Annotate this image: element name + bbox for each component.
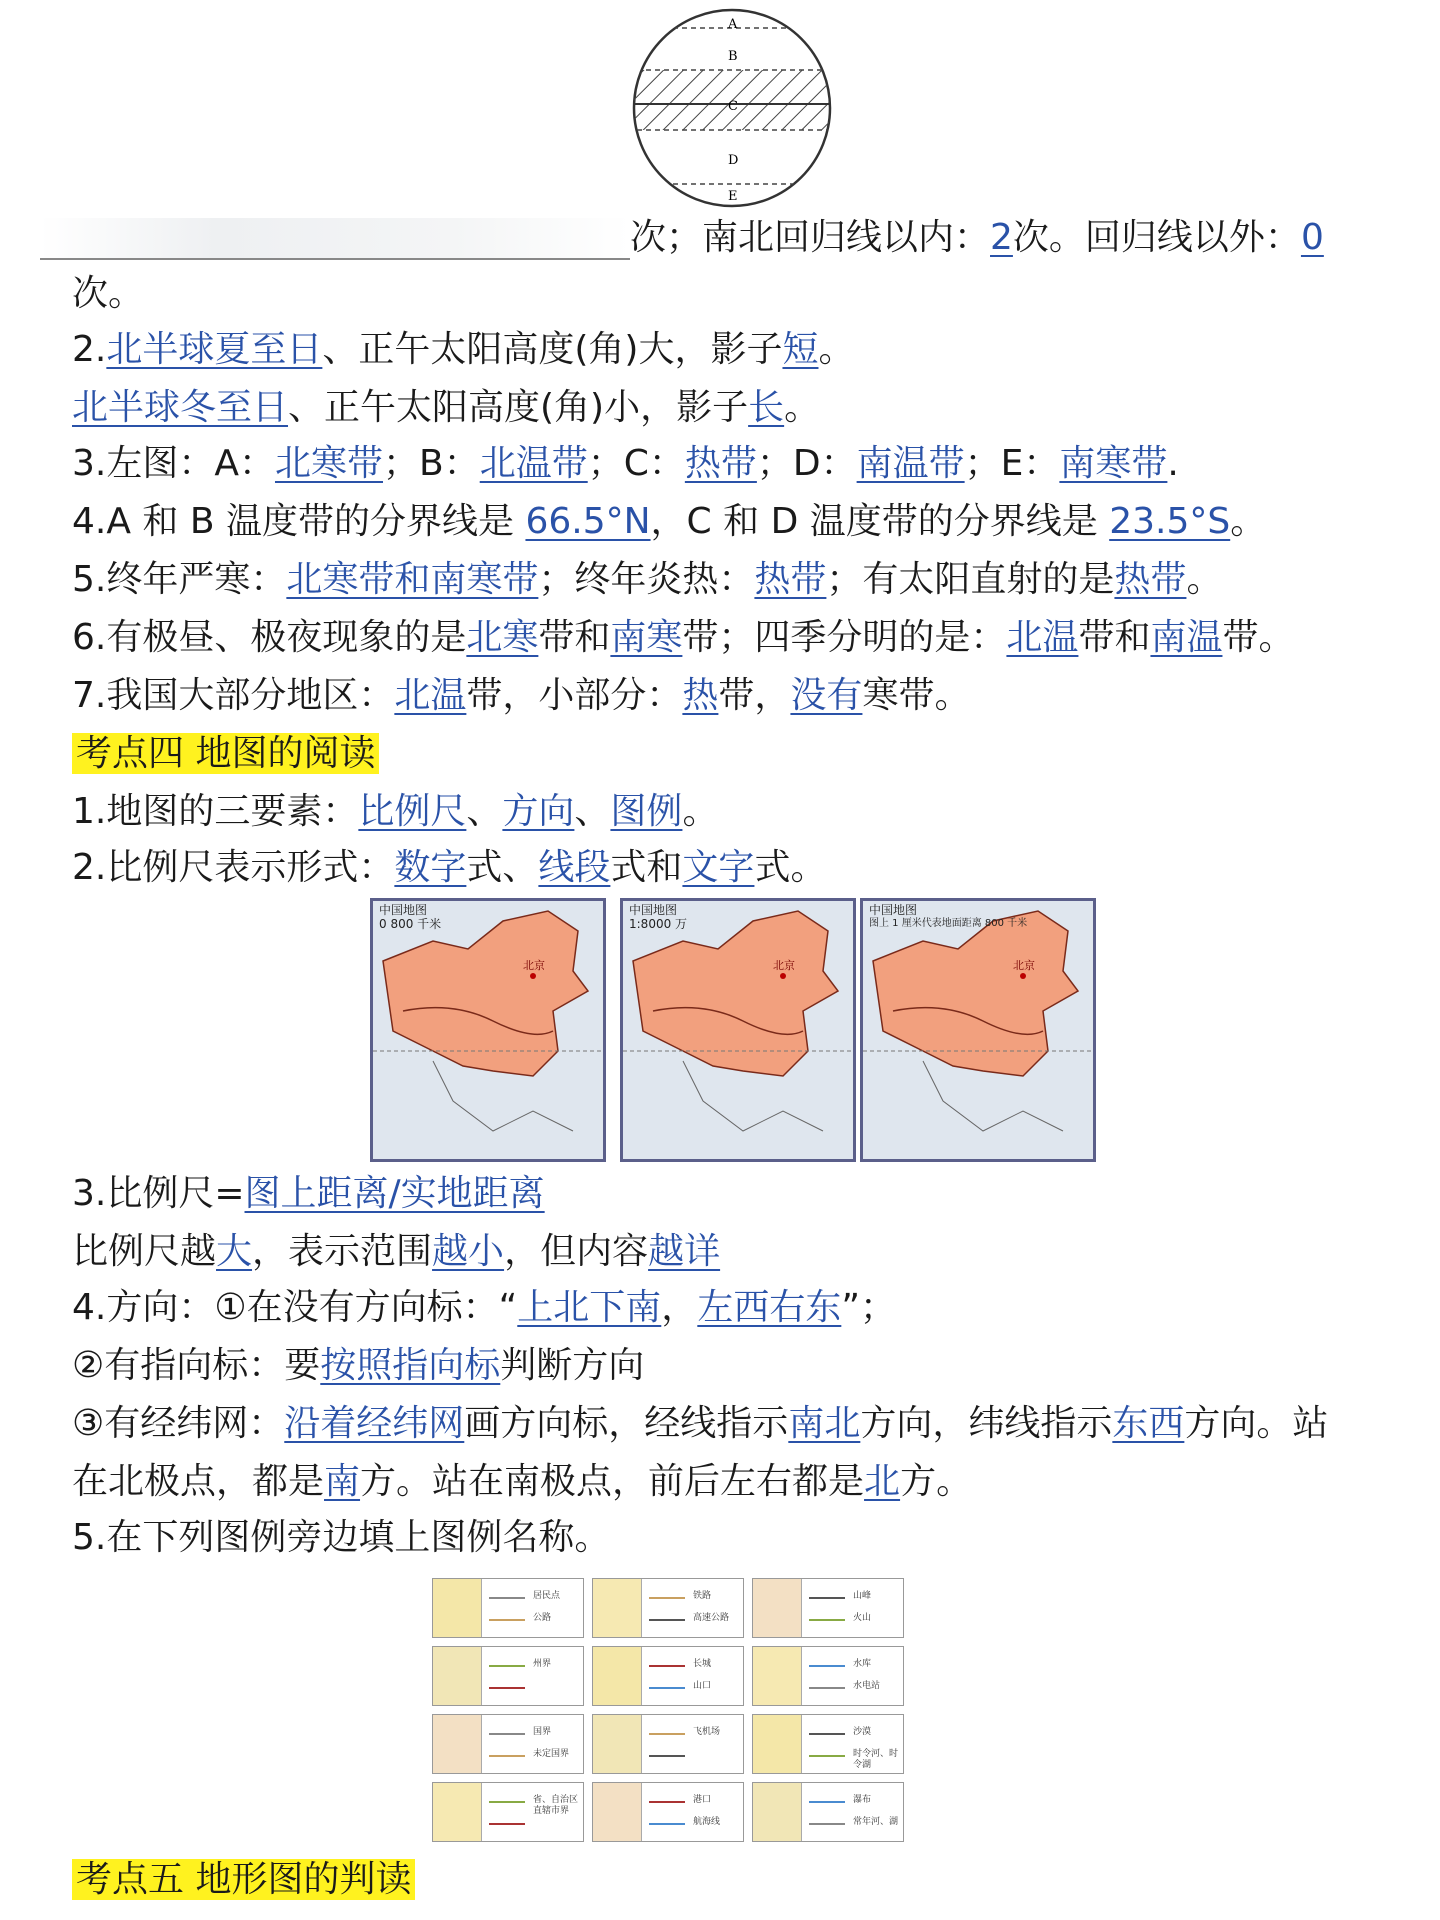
legend-label: 山峰 — [853, 1591, 872, 1601]
legend-cell — [432, 1646, 584, 1706]
legend-thumbnail — [433, 1579, 482, 1637]
legend-label: 水库 — [853, 1659, 872, 1669]
legend-thumbnail — [753, 1579, 802, 1637]
answer-line-2: 2.北半球夏至日、正午太阳高度(角)大，影子短。 — [72, 329, 855, 370]
legend-thumbnail — [753, 1783, 802, 1841]
legend-label: 时令河、时令湖 — [853, 1749, 899, 1770]
legend-label: 水电站 — [853, 1681, 881, 1691]
legend-thumbnail — [593, 1647, 642, 1705]
legend-cell — [592, 1782, 744, 1842]
china-map-shape — [373, 901, 603, 1159]
legend-cell — [432, 1714, 584, 1774]
map-line-3b: 比例尺越大，表示范围越小，但内容越详 — [72, 1231, 721, 1272]
legend-symbol — [489, 1619, 525, 1621]
legend-symbol — [809, 1755, 845, 1757]
legend-symbol — [809, 1733, 845, 1735]
legend-symbol — [809, 1801, 845, 1803]
map-line-5: 5.在下列图例旁边填上图例名称。 — [72, 1517, 611, 1558]
map-line-4: 4.方向：①在没有方向标：“上北下南，左西右东”； — [72, 1287, 896, 1328]
legend-thumbnail — [433, 1647, 482, 1705]
legend-label: 州界 — [533, 1659, 552, 1669]
legend-symbol — [649, 1687, 685, 1689]
map-city-label: 北京 — [773, 959, 795, 972]
legend-symbol — [489, 1597, 525, 1599]
map-city-label: 北京 — [1013, 959, 1035, 972]
china-map-text-scale: 中国地图 图上 1 厘米代表地面距离 800 千米 北京 — [860, 898, 1096, 1162]
map-line-4d: 在北极点，都是南方。站在南极点，前后左右都是北方。 — [72, 1461, 973, 1502]
answer-line-3: 3.左图：A：北寒带；B：北温带；C：热带；D：南温带；E：南寒带. — [72, 443, 1179, 484]
answer-line-5: 5.终年严寒：北寒带和南寒带；终年炎热：热带；有太阳直射的是热带。 — [72, 559, 1223, 600]
legend-symbol — [649, 1755, 685, 1757]
legend-symbol — [809, 1597, 845, 1599]
legend-symbol — [809, 1823, 845, 1825]
legend-cell — [752, 1646, 904, 1706]
legend-label: 公路 — [533, 1613, 552, 1623]
legend-cell — [752, 1578, 904, 1638]
map-city-label: 北京 — [523, 959, 545, 972]
answer-line-cont: 次。 — [72, 273, 145, 314]
zone-label-a: A — [728, 17, 738, 32]
legend-thumbnail — [593, 1715, 642, 1773]
china-map-shape — [863, 901, 1093, 1159]
legend-symbol — [489, 1823, 525, 1825]
legend-label: 火山 — [853, 1613, 872, 1623]
legend-symbol — [649, 1597, 685, 1599]
legend-thumbnail — [433, 1715, 482, 1773]
legend-cell — [592, 1646, 744, 1706]
legend-thumbnail — [753, 1715, 802, 1773]
map-line-4c: ③有经纬网：沿着经纬网画方向标，经线指示南北方向，纬线指示东西方向。站 — [72, 1403, 1329, 1444]
legend-symbol — [649, 1619, 685, 1621]
china-map-line-scale: 中国地图 0 800 千米 北京 — [370, 898, 606, 1162]
legend-symbol — [489, 1755, 525, 1757]
legend-cell — [752, 1714, 904, 1774]
legend-label: 国界 — [533, 1727, 552, 1737]
china-map-shape — [623, 901, 853, 1159]
legend-cell — [592, 1714, 744, 1774]
legend-label: 省、自治区直辖市界 — [533, 1795, 579, 1816]
answer-line-7: 7.我国大部分地区：北温带，小部分：热带，没有寒带。 — [72, 675, 971, 716]
zone-label-d: D — [728, 153, 739, 168]
legend-symbol — [809, 1619, 845, 1621]
legend-label: 山口 — [693, 1681, 712, 1691]
legend-label: 飞机场 — [693, 1727, 721, 1737]
temperature-zone-globe — [628, 6, 840, 210]
map-line-1: 1.地图的三要素：比例尺、方向、图例。 — [72, 791, 719, 832]
legend-symbol — [649, 1823, 685, 1825]
map-line-4b: ②有指向标：要按照指向标判断方向 — [72, 1345, 645, 1386]
legend-label: 高速公路 — [693, 1613, 730, 1623]
legend-thumbnail — [593, 1783, 642, 1841]
map-line-3: 3.比例尺=图上距离/实地距离 — [72, 1173, 545, 1214]
legend-symbol — [489, 1801, 525, 1803]
legend-symbol — [649, 1665, 685, 1667]
legend-thumbnail — [753, 1647, 802, 1705]
legend-symbol — [489, 1665, 525, 1667]
answer-line-6: 6.有极昼、极夜现象的是北寒带和南寒带；四季分明的是：北温带和南温带。 — [72, 617, 1295, 658]
legend-cell — [752, 1782, 904, 1842]
legend-thumbnail — [593, 1579, 642, 1637]
legend-symbol — [649, 1733, 685, 1735]
obscured-region — [40, 218, 630, 260]
china-map-numeric-scale: 中国地图 1:8000 万 北京 — [620, 898, 856, 1162]
legend-label: 未定国界 — [533, 1749, 570, 1759]
answer-line-4: 4.A 和 B 温度带的分界线是 66.5°N，C 和 D 温度带的分界线是 23.5°S。 — [72, 501, 1267, 542]
legend-cell — [432, 1578, 584, 1638]
zone-label-c: C — [728, 99, 738, 114]
legend-label: 瀑布 — [853, 1795, 872, 1805]
legend-label: 常年河、湖 — [853, 1817, 899, 1827]
legend-label: 航海线 — [693, 1817, 721, 1827]
legend-symbol — [649, 1801, 685, 1803]
map-legend-grid — [432, 1578, 904, 1842]
answer-line-2b: 北半球冬至日、正午太阳高度(角)小，影子长。 — [72, 387, 821, 428]
legend-symbol — [809, 1687, 845, 1689]
legend-label: 沙漠 — [853, 1727, 872, 1737]
legend-symbol — [489, 1733, 525, 1735]
legend-thumbnail — [433, 1783, 482, 1841]
zone-label-b: B — [728, 49, 738, 64]
legend-label: 港口 — [693, 1795, 712, 1805]
legend-symbol — [809, 1665, 845, 1667]
legend-cell — [592, 1578, 744, 1638]
legend-label: 长城 — [693, 1659, 712, 1669]
map-line-2: 2.比例尺表示形式：数字式、线段式和文字式。 — [72, 847, 827, 888]
answer-line-direct-sun: 次；南北回归线以内：2次。回归线以外：0 — [40, 212, 1324, 264]
zone-label-e: E — [728, 189, 738, 204]
section-heading-5: 考点五 地形图的判读 — [72, 1854, 415, 1906]
legend-cell — [432, 1782, 584, 1842]
legend-label: 居民点 — [533, 1591, 561, 1601]
section-heading-4: 考点四 地图的阅读 — [72, 728, 379, 780]
legend-symbol — [489, 1687, 525, 1689]
legend-label: 铁路 — [693, 1591, 712, 1601]
